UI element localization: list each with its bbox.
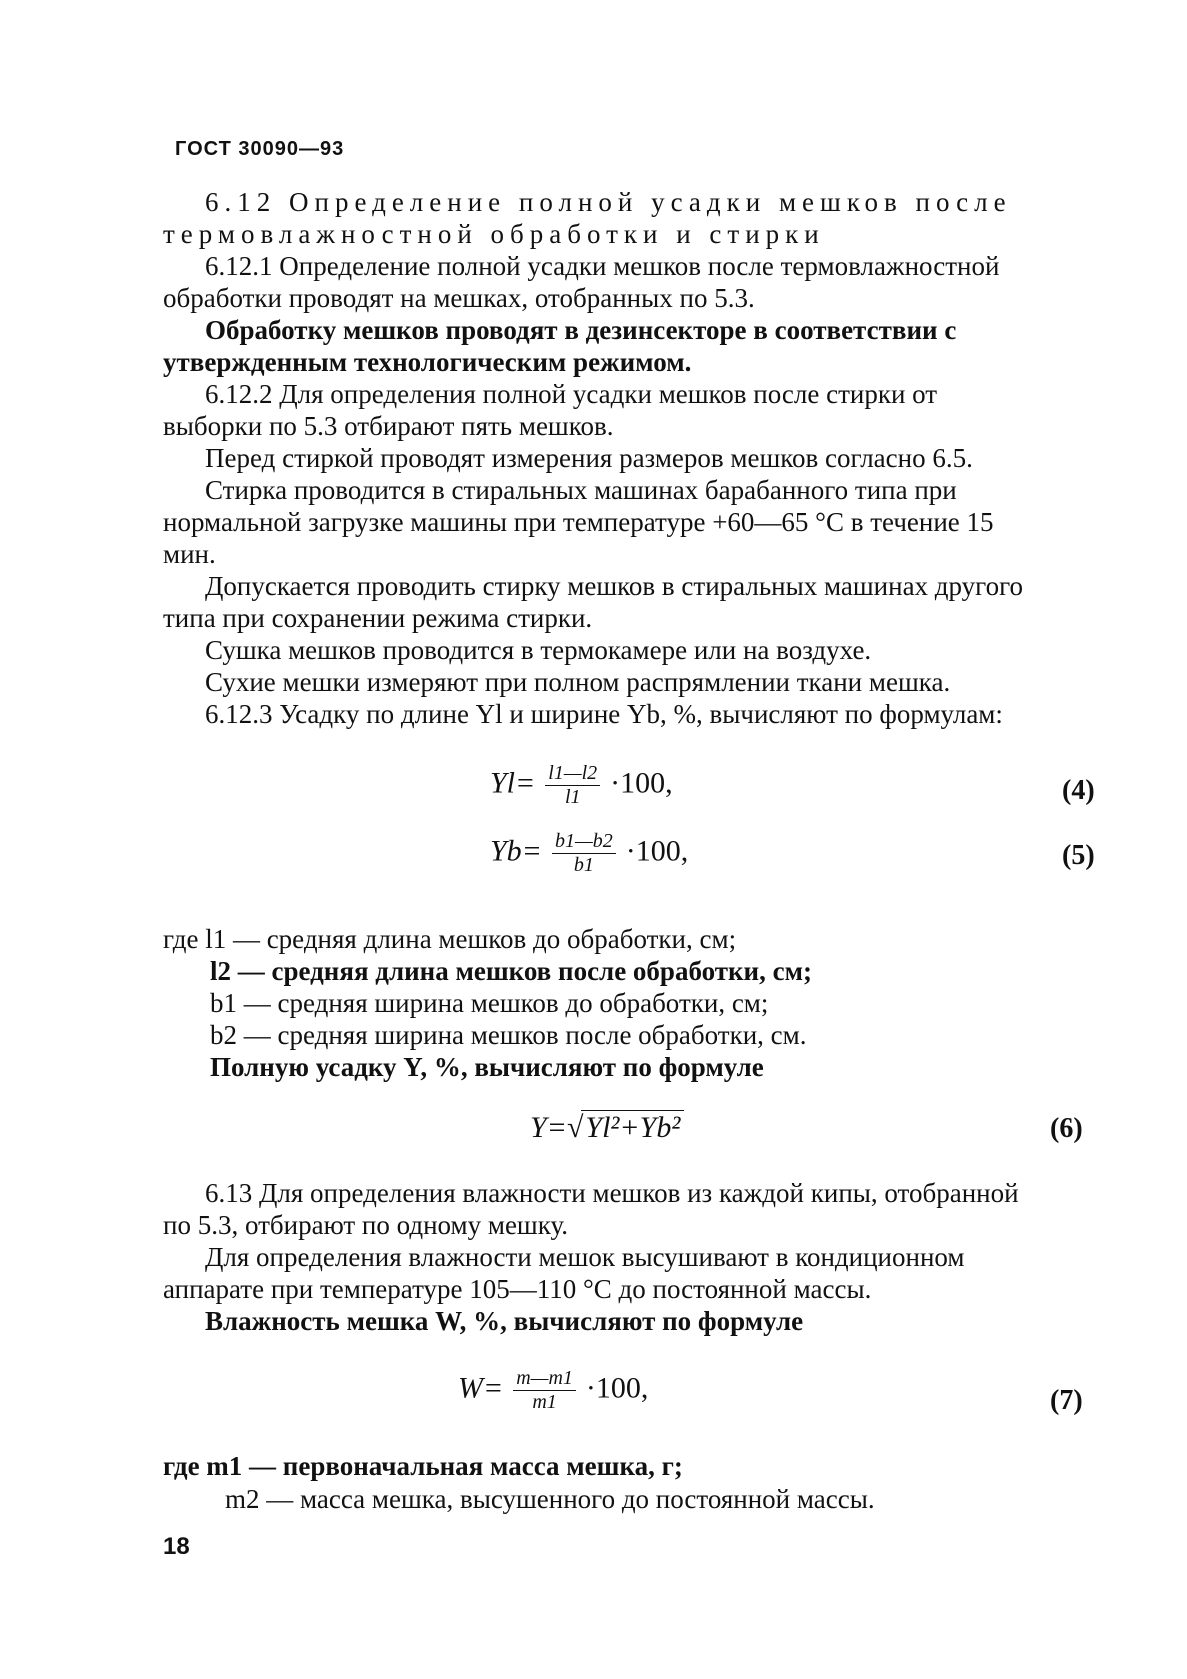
paragraph: 6.12.3 Усадку по длине Yl и ширине Yb, %, вычисляют по формулам: [205, 699, 1003, 729]
formula-7 [458, 1367, 648, 1414]
fraction [552, 830, 616, 877]
legend-line: l2 — средняя длина мешков после обработки, см; [210, 956, 812, 986]
equation-number: (4) [1062, 775, 1095, 806]
paragraph: Допускается проводить стирку мешков в стиральных машинах другого типа при сохранении режима стирки. [163, 571, 1023, 633]
formula-6 [530, 1110, 684, 1145]
formula-5 [490, 830, 688, 877]
paragraph: 6.12.2 Для определения полной усадки мешков после стирки от выборки по 5.3 отбирают пять мешков. [163, 379, 938, 441]
denominator: l1 [564, 786, 581, 808]
numerator: l1—l2 [545, 762, 600, 786]
equation-number: (5) [1062, 840, 1095, 871]
section-6-13 [163, 1177, 1033, 1337]
denominator: m1 [532, 1391, 557, 1413]
denominator: b1 [573, 854, 594, 876]
formula-lhs: Y= [530, 1111, 567, 1144]
paragraph: Сухие мешки измеряют при полном распрямлении ткани мешка. [205, 667, 951, 697]
paragraph: Сушка мешков проводится в термокамере или на воздухе. [205, 635, 872, 665]
numerator: b1—b2 [552, 830, 616, 854]
radicand: Yl²+Yb² [581, 1110, 684, 1145]
formula-lhs: Yb= [490, 834, 542, 868]
formula-lhs: W= [458, 1371, 504, 1405]
document-header: ГОСТ 30090—93 [175, 138, 345, 160]
fraction [513, 1367, 576, 1414]
fraction [545, 762, 600, 809]
equation-number: (7) [1050, 1385, 1083, 1416]
page-number: 18 [163, 1533, 190, 1560]
paragraph: Перед стиркой проводят измерения размеров мешков согласно 6.5. [205, 443, 973, 473]
formula-tail: ·100, [585, 1371, 649, 1405]
formula-tail: ·100, [625, 834, 689, 868]
legend-line: b1 — средняя ширина мешков до обработки, см; [210, 988, 769, 1018]
formula-4 [490, 762, 673, 809]
section-title: 6.12 Определение полной усадки мешков после термовлажностной обработки и стирки [163, 187, 1012, 249]
sqrt-icon: √ [566, 1111, 584, 1144]
paragraph: Обработку мешков проводят в дезинсекторе в соответствии с утвержденным технологическим режимом. [163, 315, 957, 377]
formula-tail: ·100, [610, 766, 673, 800]
paragraph: Стирка проводится в стиральных машинах барабанного типа при нормальной загрузке машины при температуре +60—65 °С в течение 15 мин. [163, 475, 994, 569]
paragraph: Влажность мешка W, %, вычисляют по формуле [205, 1306, 804, 1336]
section-6-12 [163, 186, 1033, 730]
legend-line: m2 — масса мешка, высушенного до постоянной массы. [225, 1484, 875, 1514]
paragraph: 6.12.1 Определение полной усадки мешков после термовлажностной обработки проводят на мешках, отобранных по 5.3. [163, 251, 1000, 313]
equation-number: (6) [1050, 1113, 1083, 1144]
paragraph: Для определения влажности мешок высушивают в кондиционном аппарате при температуре 105—110 °С до постоянной массы. [163, 1242, 965, 1304]
numerator: m—m1 [513, 1367, 576, 1391]
legend-line: где l1 — средняя длина мешков до обработки, см; [163, 924, 737, 954]
paragraph: 6.13 Для определения влажности мешков из каждой кипы, отобранной по 5.3, отбирают по одному мешку. [163, 1178, 1019, 1240]
legend-line: b2 — средняя ширина мешков после обработки, см. [210, 1020, 807, 1050]
formula-lhs: Yl= [490, 766, 536, 800]
full-shrink-text: Полную усадку Y, %, вычисляют по формуле [210, 1052, 764, 1082]
legend-line: где m1 — первоначальная масса мешка, г; [163, 1451, 683, 1481]
